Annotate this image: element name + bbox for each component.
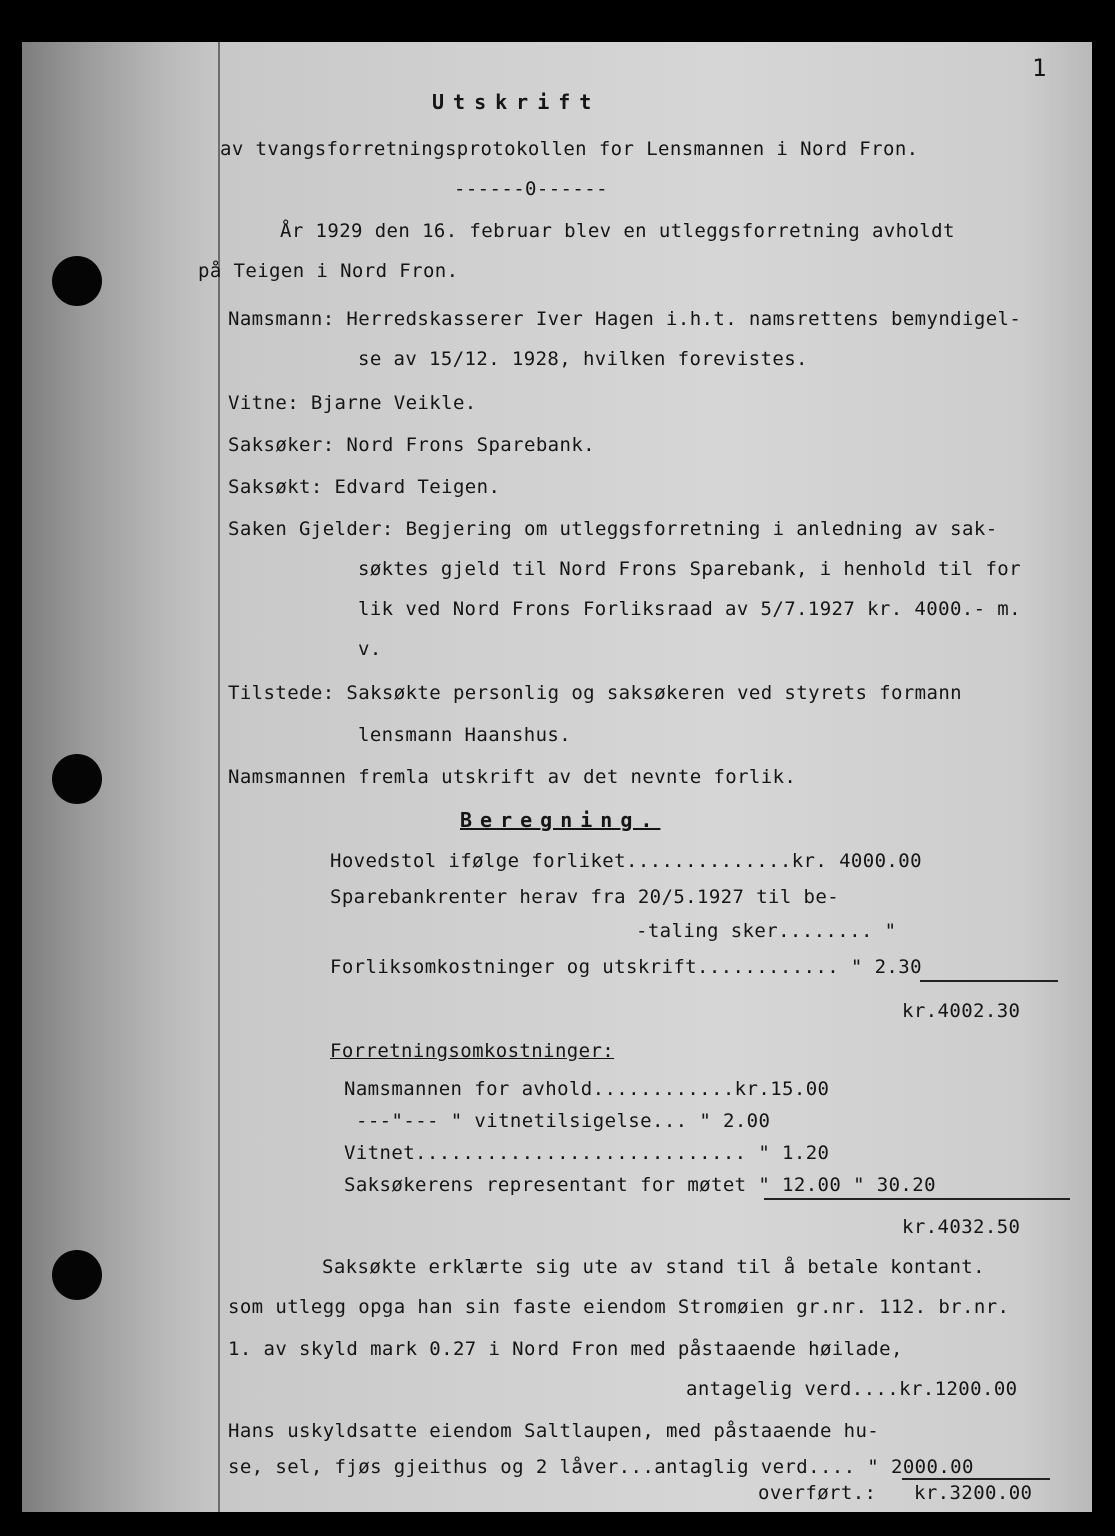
sum-rule-3 <box>902 1478 1050 1480</box>
punch-hole-top <box>52 256 102 306</box>
tilstede-line-1: Tilstede: Saksøkte personlig og saksøkeren ved styrets formann <box>228 682 963 704</box>
beregning-line-4: Forliksomkostninger og utskrift............ " 2.30 <box>330 956 922 978</box>
carried-value: kr.3200.00 <box>914 1482 1033 1504</box>
document-subtitle: av tvangsforretningsprotokollen for Lensmannen i Nord Fron. <box>220 138 919 160</box>
vitne-line: Vitne: Bjarne Veikle. <box>228 392 477 414</box>
saken-line-3: lik ved Nord Frons Forliksraad av 5/7.1927 kr. 4000.- m. <box>358 598 1021 620</box>
closing-line-4: antagelig verd....kr.1200.00 <box>686 1378 1018 1400</box>
closing-line-6: se, sel, fjøs gjeithus og 2 låver...antaglig verd.... " 2000.00 <box>228 1456 974 1478</box>
paper-sheet <box>22 42 1092 1512</box>
sum-rule-2 <box>764 1198 1070 1200</box>
tilstede-line-2: lensmann Haanshus. <box>358 724 572 746</box>
closing-line-3: 1. av skyld mark 0.27 i Nord Fron med påstaaende høilade, <box>228 1338 903 1360</box>
subtotal-2: kr.4032.50 <box>902 1216 1021 1238</box>
intro-line-1: År 1929 den 16. februar blev en utleggsforretning avholdt <box>280 220 955 242</box>
namsmann-line-2: se av 15/12. 1928, hvilken forevistes. <box>358 348 808 370</box>
subtotal-1: kr.4002.30 <box>902 1000 1021 1022</box>
sum-rule-1 <box>920 980 1058 982</box>
page-mark: 1 <box>1032 54 1047 82</box>
forretning-line-2: ---"--- " vitnetilsigelse... " 2.00 <box>356 1110 771 1132</box>
intro-line-2: på Teigen i Nord Fron. <box>198 260 459 282</box>
punch-hole-bottom <box>52 1250 102 1300</box>
beregning-line-1: Hovedstol ifølge forliket..............kr. 4000.00 <box>330 850 922 872</box>
separator: ------0------ <box>454 178 608 200</box>
saken-line-4: v. <box>358 638 382 660</box>
closing-line-5: Hans uskyldsatte eiendom Saltlaupen, med påstaaende hu- <box>228 1420 880 1442</box>
punch-hole-middle <box>52 754 102 804</box>
closing-line-2: som utlegg opga han sin faste eiendom Stromøien gr.nr. 112. br.nr. <box>228 1296 1010 1318</box>
fremla-line: Namsmannen fremla utskrift av det nevnte forlik. <box>228 766 797 788</box>
forretning-line-4: Saksøkerens representant for møtet " 12.00 " 30.20 <box>344 1174 936 1196</box>
saksokt-line: Saksøkt: Edvard Teigen. <box>228 476 501 498</box>
namsmann-line-1: Namsmann: Herredskasserer Iver Hagen i.h.t. namsrettens bemyndigel- <box>228 308 1022 330</box>
forretning-heading: Forretningsomkostninger: <box>330 1040 615 1062</box>
carried-label: overført.: <box>758 1482 877 1504</box>
beregning-line-2: Sparebankrenter herav fra 20/5.1927 til be- <box>330 886 840 908</box>
document-title: Utskrift <box>432 90 601 114</box>
forretning-line-1: Namsmannen for avhold............kr.15.00 <box>344 1078 830 1100</box>
saken-line-2: søktes gjeld til Nord Frons Sparebank, i henhold til for <box>358 558 1021 580</box>
beregning-line-3: -taling sker........ " <box>636 920 897 942</box>
closing-line-1: Saksøkte erklærte sig ute av stand til å betale kontant. <box>322 1256 985 1278</box>
forretning-line-3: Vitnet............................ " 1.20 <box>344 1142 830 1164</box>
saksoker-line: Saksøker: Nord Frons Sparebank. <box>228 434 596 456</box>
beregning-heading: Beregning. <box>460 808 661 832</box>
saken-line-1: Saken Gjelder: Begjering om utleggsforretning i anledning av sak- <box>228 518 998 540</box>
